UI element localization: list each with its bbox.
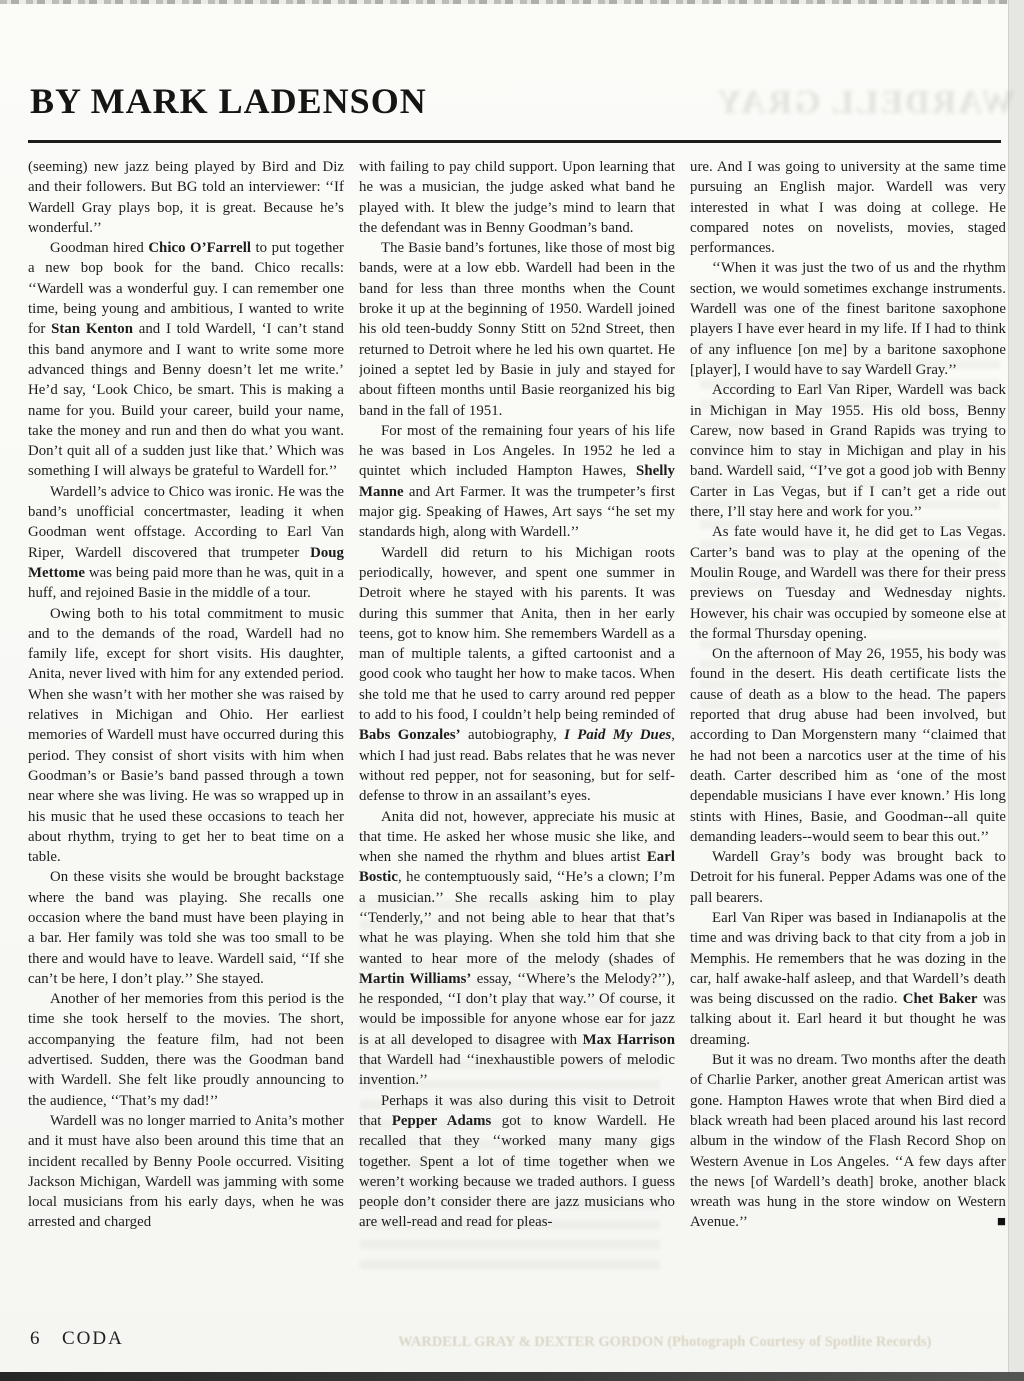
paragraph: Anita did not, however, appreciate his music at that time. He asked her whose music she like, and when she named the rhythm and blues artist Earl Bostic, he contemptuously said, ‘‘He’s a clown; I’m a musician.’’ She recalls asking him to play ‘‘Tenderly,’’ and not being able to hear that that’s what he was playing. When she told him that she wanted to hear more of the melody (shades of Martin Williams’ essay, ‘‘Where’s the Melody?’’), he responded, ‘‘I don’t play that way.’’ Of course, it would be impossible for anyone whose ear for jazz is at all developed to disagree with Max Harrison that Wardell had ‘‘inexhaustible powers of melodic invention.’’ — [359, 808, 675, 1089]
paragraph: Wardell’s advice to Chico was ironic. He was the band’s unofficial concertmaster, leading it when Goodman went offstage. According to Earl Van Riper, Wardell discovered that trumpeter Doug Mettome was being paid more than he was, quit in a huff, and rejoined Basie in the middle of a tour. — [28, 483, 344, 602]
paragraph: ure. And I was going to university at the same time pursuing an English major. Wardell was very interested in what I was doing at college. He compared notes on novelists, movies, staged performances. — [690, 159, 1006, 257]
scan-edge-bottom — [0, 1372, 1024, 1381]
paragraph: On the afternoon of May 26, 1955, his body was found in the desert. His death certificate lists the cause of death as a blow to the head. The papers reported that drug abuse had been involved, but according to Dan Morgenstern many ‘‘claimed that he had not been a narcotics user at the time of his death. Carter described him as ‘one of the most dependable musicians I have ever known.’ His long stints with Hines, Basie, and Goodman--all quite demanding leaders--would seem to bear this out.’’ — [690, 646, 1006, 845]
paragraph: As fate would have it, he did get to Las Vegas. Carter’s band was to play at the opening of the Moulin Rouge, and Wardell was there for their press previews on Tuesday and Wednesday nights. However, his chair was occupied by someone else at the formal Thursday opening. — [690, 524, 1006, 642]
paragraph: The Basie band’s fortunes, like those of most big bands, were at a low ebb. Wardell had been in the band for less than three months when the Count broke it up at the beginning of 1950. Wardell joined his old teen-buddy Sonny Stitt on 52nd Street, then returned to Detroit where he led his own quartet. He joined a septet led by Basie in july and stayed for about fifteen months until Basie reorganized his big band in the fall of 1951. — [359, 240, 675, 419]
scan-edge-right — [1008, 0, 1024, 1381]
end-of-article-mark: ■ — [996, 1214, 1006, 1231]
paragraph: Wardell was no longer married to Anita’s mother and it must have also been around this time that an incident recalled by Benny Poole occurred. Visiting Jackson Michigan, Wardell was jamming with some local musicians from his early days, when he was arrested and charged — [28, 1112, 344, 1231]
magazine-name: CODA — [62, 1328, 124, 1349]
article-column-1 — [28, 157, 344, 1329]
page-number: 6 — [30, 1328, 40, 1349]
paragraph: (seeming) new jazz being played by Bird and Diz and their followers. But BG told an interviewer: ‘‘If Wardell Gray plays bop, it is great. Because he’s wonderful.’’ — [28, 159, 344, 236]
paragraph: On these visits she would be brought backstage where the band was playing. She recalls one occasion where the band must have been playing in a bar. Her family was told she was too small to be there and would have to leave. Wardell said, ‘‘If she can’t be here, I don’t play.’’ She stayed. — [28, 869, 344, 987]
scan-edge-top — [0, 0, 1024, 4]
article-column-2 — [359, 157, 675, 1329]
bleed-through-photo-caption: WARDELL GRAY & DEXTER GORDON (Photograph Courtesy of Spotlite Records) — [398, 1334, 932, 1350]
paragraph: Goodman hired Chico O’Farrell to put together a new bop book for the band. Chico recalls: ‘‘Wardell was a wonderful guy. I can remember one time, being young and ambitious, I wanted to write for Stan Kenton and I told Wardell, ‘I can’t stand this band anymore and I want to write some more advanced things and Benny doesn’t let me write.’ He’d say, ‘Look Chico, be smart. This is making a name for you. Build your career, build your name, take the money and run and then do what you want. Don’t quit all of a sudden just like that.’ Which was something I will always be grateful to Wardell for.’’ — [28, 240, 344, 480]
paragraph: Perhaps it was also during this visit to Detroit that Pepper Adams got to know Wardell. He recalled that they ‘‘worked many many gigs together. Spent a lot of time together when we weren’t working because we traded authors. I guess people don’t consider there are jazz musicians who are well-read and read for pleas- — [359, 1092, 675, 1231]
paragraph: According to Earl Van Riper, Wardell was back in Michigan in May 1955. His old boss, Benny Carew, now based in Grand Rapids was trying to convince him to stay in Michigan and play in his band. Wardell said, ‘‘I’ve got a good job with Benny Carter in Las Vegas, but if I can’t get a ride out there, I’ll stay here and work for you.’’ — [690, 382, 1006, 521]
byline: BY MARK LADENSON — [30, 81, 427, 121]
article-column-3 — [690, 157, 1006, 1329]
paragraph: But it was no dream. Two months after the death of Charlie Parker, another great American artist was gone. Hampton Hawes wrote that when Bird died a black wreath had been placed around his last record album in the window of the Flash Record Shop on Western Avenue in Los Angeles. ‘‘A few days after the news [of Wardell’s death] broke, another black wreath was hung in the store window on Western Avenue.’’ ■ — [690, 1052, 1006, 1231]
paragraph: Wardell Gray’s body was brought back to Detroit for his funeral. Pepper Adams was one of the pall bearers. — [690, 849, 1006, 906]
bleed-through-headline: WARDELL GRAY — [715, 84, 1015, 121]
header-rule — [28, 140, 1001, 143]
paragraph: ‘‘When it was just the two of us and the rhythm section, we would sometimes exchange instruments. Wardell was one of the finest baritone saxophone players I have ever heard in my life. If I had to think of any influence [on me] by a baritone saxophone [player], I would have to say Wardell Gray.’’ — [690, 260, 1006, 378]
paragraph: Wardell did return to his Michigan roots periodically, however, and spent one summer in Detroit where he stayed with his parents. It was during this summer that Anita, then in her early teens, got to know him. She remembers Wardell as a man of multiple talents, a gifted cartoonist and a good cook who taught her how to make tacos. When she told me that he used to carry around red pepper to add to his food, I couldn’t help being reminded of Babs Gonzales’ autobiography, I Paid My Dues, which I had just read. Babs relates that he was never without red pepper, not for seasoning, but for self-defense to throw in an assailant’s eyes. — [359, 544, 675, 805]
paragraph: with failing to pay child support. Upon learning that he was a musician, the judge asked what band he played with. It blew the judge’s mind to learn that the defendant was in Benny Goodman’s band. — [359, 159, 675, 236]
paragraph: Earl Van Riper was based in Indianapolis at the time and was driving back to that city from a job in Memphis. He remembers that he was dozing in the car, half awake-half asleep, and that Wardell’s death was being discussed on the radio. Chet Baker was talking about it. Earl heard it but thought he was dreaming. — [690, 909, 1006, 1048]
paragraph: Owing both to his total commitment to music and to the demands of the road, Wardell had no family life, except for short visits. His daughter, Anita, never lived with him for any extended period. When she wasn’t with her mother she was raised by relatives in Michigan and Ohio. Her earliest memories of Wardell must have occurred during this period. They consist of short visits with him when Goodman’s or Basie’s band passed through a town near where she was living. He was so wrapped up in his music that he used these occasions to teach her about rhythm, trying to get her to beat time on a table. — [28, 605, 344, 866]
paragraph: Another of her memories from this period is the time she took herself to the movies. The short, accompanying the feature film, had not been advertised. Sudden, there was the Goodman band with Wardell. She felt like proudly announcing to the audience, ‘‘That’s my dad!’’ — [28, 991, 344, 1109]
article-body — [28, 157, 1006, 1329]
paragraph: For most of the remaining four years of his life he was based in Los Angeles. In 1952 he led a quintet which included Hampton Hawes, Shelly Manne and Art Farmer. It was the trumpeter’s first major gig. Speaking of Hawes, Art says ‘‘he set my standards high, along with Wardell.’’ — [359, 422, 675, 541]
page-footer — [30, 1328, 124, 1350]
